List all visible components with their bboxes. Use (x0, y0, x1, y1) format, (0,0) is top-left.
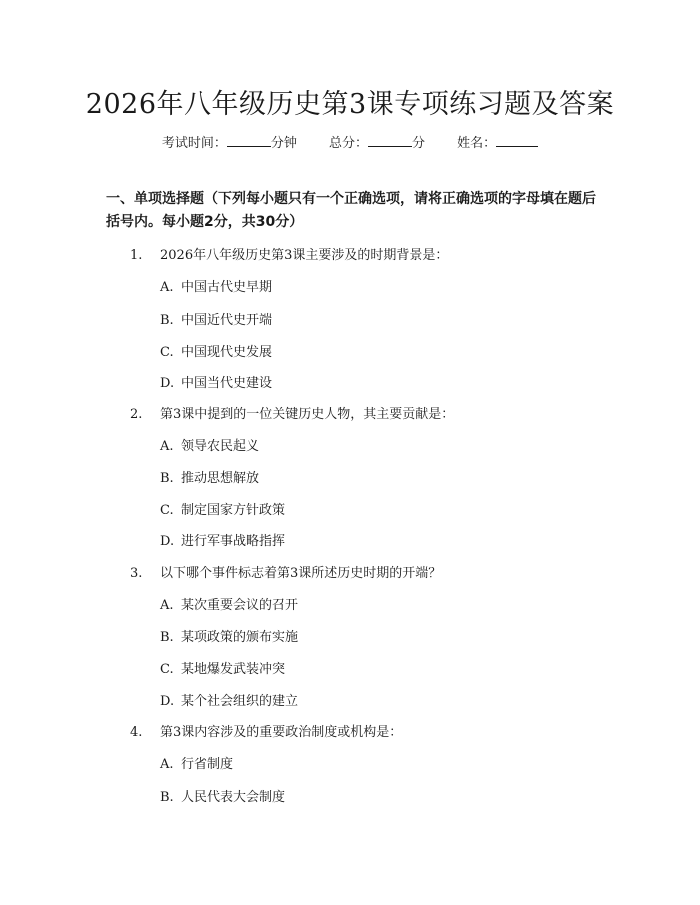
option-text: 行省制度 (181, 757, 234, 772)
page-title: 2026年八年级历史第3课专项练习题及答案 (85, 89, 615, 120)
total-score-blank[interactable] (368, 134, 412, 147)
question-2 (130, 403, 454, 422)
exam-time-unit: 分钟 (270, 136, 297, 151)
option-letter: A. (160, 598, 174, 613)
option-letter: B. (160, 630, 174, 645)
option-letter: A. (160, 280, 174, 295)
q1-option-d (160, 372, 272, 391)
student-name-blank[interactable] (496, 134, 538, 147)
option-letter: A. (160, 439, 174, 454)
q2-option-c (160, 499, 285, 518)
q1-option-b (160, 309, 272, 328)
option-letter: D. (160, 694, 175, 709)
option-text: 某个社会组织的建立 (181, 694, 299, 709)
option-text: 某地爆发武装冲突 (181, 662, 286, 677)
question-text: 第3课中提到的一位关键历史人物，其主要贡献是： (160, 407, 455, 422)
option-letter: B. (160, 790, 174, 805)
student-name-field (457, 136, 538, 151)
option-text: 中国近代史开端 (181, 313, 273, 328)
total-score-label: 总分： (328, 136, 368, 151)
option-text: 中国当代史建设 (181, 376, 273, 391)
option-text: 某项政策的颁布实施 (181, 630, 299, 645)
q2-option-d (160, 530, 285, 549)
q2-option-a (160, 435, 259, 454)
option-text: 某次重要会议的召开 (181, 598, 299, 613)
question-text: 以下哪个事件标志着第3课所述历史时期的开端？ (160, 566, 442, 581)
q3-option-b (160, 626, 298, 645)
option-letter: A. (160, 757, 174, 772)
q1-option-c (160, 341, 272, 360)
option-text: 领导农民起义 (181, 439, 260, 454)
option-letter: B. (160, 313, 174, 328)
q3-option-c (160, 658, 285, 677)
option-text: 制定国家方针政策 (181, 503, 286, 518)
option-text: 中国现代史发展 (181, 345, 273, 360)
section-heading: 一、单项选择题（下列每小题只有一个正确选项，请将正确选项的字母填在题后括号内。每小题2分，共30分） (106, 191, 596, 230)
option-text: 人民代表大会制度 (181, 790, 286, 805)
option-letter: D. (160, 534, 175, 549)
q4-option-a (160, 753, 233, 772)
exam-time-blank[interactable] (227, 134, 271, 147)
question-3 (130, 562, 441, 581)
option-text: 进行军事战略指挥 (181, 534, 286, 549)
option-text: 中国古代史早期 (181, 280, 273, 295)
q1-option-a (160, 276, 272, 295)
q3-option-a (160, 594, 298, 613)
question-number: 3. (130, 566, 143, 581)
question-number: 1. (130, 248, 143, 263)
student-name-label: 姓名： (457, 136, 497, 151)
total-score-unit: 分 (412, 136, 426, 151)
total-score-field (329, 136, 429, 151)
question-text: 第3课内容涉及的重要政治制度或机构是： (160, 725, 403, 740)
option-text: 推动思想解放 (181, 471, 260, 486)
question-1 (130, 244, 448, 263)
question-number: 4. (130, 725, 143, 740)
q3-option-d (160, 690, 298, 709)
option-letter: D. (160, 376, 175, 391)
option-letter: C. (160, 662, 174, 677)
question-4 (130, 721, 402, 740)
exam-time-field (162, 136, 301, 151)
question-text: 2026年八年级历史第3课主要涉及的时期背景是： (160, 248, 449, 263)
question-number: 2. (130, 407, 143, 422)
exam-meta-line (0, 132, 700, 151)
option-letter: C. (160, 503, 174, 518)
q4-option-b (160, 786, 285, 805)
option-letter: C. (160, 345, 174, 360)
q2-option-b (160, 467, 259, 486)
exam-time-label: 考试时间： (161, 136, 227, 151)
option-letter: B. (160, 471, 174, 486)
